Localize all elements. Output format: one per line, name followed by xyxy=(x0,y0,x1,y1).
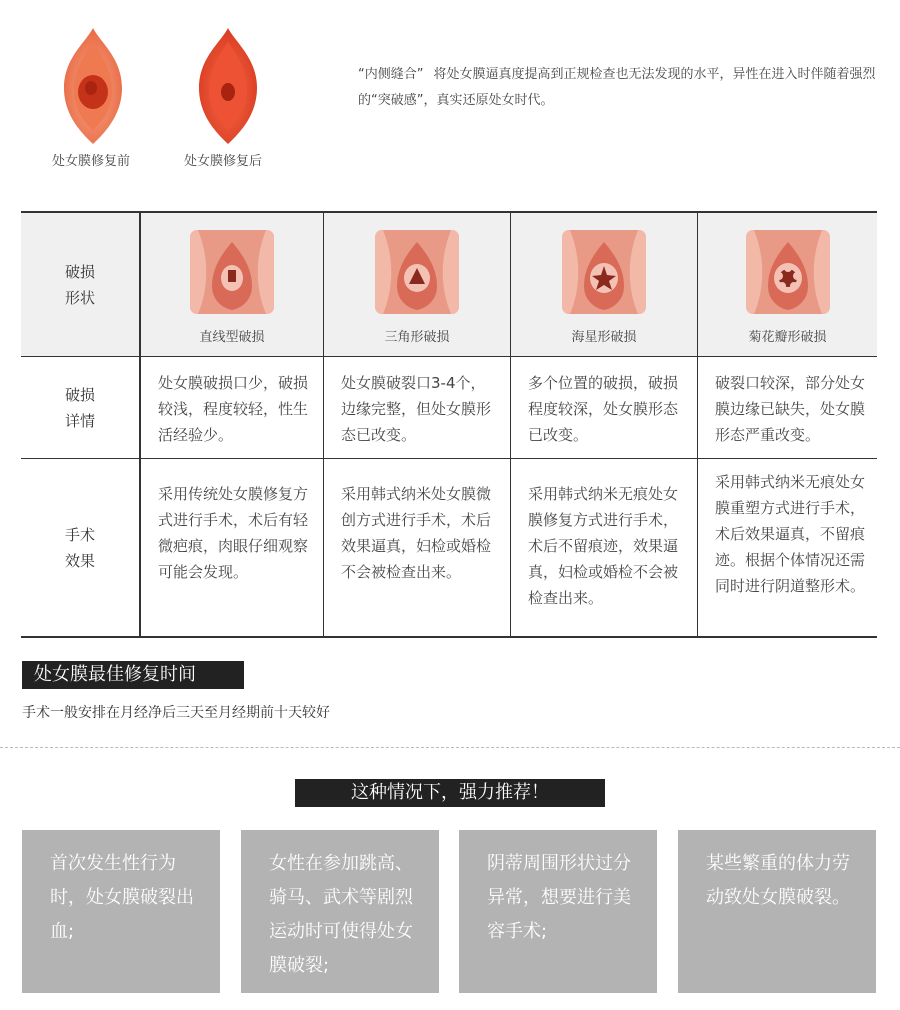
intro-body: 将处女膜逼真度提高到正规检查也无法发现的水平，异性在进入时伴随着强烈的“突破感”，真实还原处女时代。 xyxy=(358,67,876,108)
type-label-linear: 直线型破损 xyxy=(199,330,265,345)
effect-cell-starfish: 采用韩式纳米无痕处女膜修复方式进行手术，术后不留痕迹，效果逼真，妇检或婚检不会被检查出来。 xyxy=(510,459,697,636)
row-header-shape: 破损 形状 xyxy=(64,262,95,307)
before-label: 处女膜修复前 xyxy=(52,154,131,169)
hymen-before-illustration xyxy=(58,26,128,146)
starfish-tear-icon xyxy=(562,230,646,314)
best-time-title: 处女膜最佳修复时间 xyxy=(22,661,244,689)
table-row-effect xyxy=(21,459,877,636)
type-label-petal: 菊花瓣形破损 xyxy=(748,330,827,345)
triangle-tear-icon xyxy=(375,230,459,314)
effect-cell-linear: 采用传统处女膜修复方式进行手术，术后有轻微疤痕，肉眼仔细观察可能会发现。 xyxy=(139,459,323,636)
table-row-detail xyxy=(21,357,877,459)
effect-cell-triangle: 采用韩式纳米处女膜微创方式进行手术，术后效果逼真，妇检或婚检不会被检查出来。 xyxy=(323,459,510,636)
shape-cell-starfish xyxy=(510,213,697,356)
shape-cell-triangle xyxy=(323,213,510,356)
recommend-card: 某些繁重的体力劳动致处女膜破裂。 xyxy=(678,830,876,993)
detail-cell-petal: 破裂口较深，部分处女膜边缘已缺失，处女膜形态严重改变。 xyxy=(697,357,877,458)
petal-tear-icon xyxy=(746,230,830,314)
detail-cell-triangle: 处女膜破裂口3-4个，边缘完整，但处女膜形态已改变。 xyxy=(323,357,510,458)
effect-cell-petal: 采用韩式纳米无痕处女膜重塑方式进行手术，术后效果逼真，不留痕迹。根据个体情况还需同时进行阴道整形术。 xyxy=(697,459,877,636)
intro-quote: “内侧缝合” xyxy=(358,67,424,82)
intro-text xyxy=(358,62,878,114)
type-label-starfish: 海星形破损 xyxy=(571,330,637,345)
shape-cell-petal xyxy=(697,213,877,356)
hymen-after-illustration xyxy=(193,26,263,146)
shape-cell-linear xyxy=(139,213,323,356)
recommend-card: 阴蒂周围形状过分异常，想要进行美容手术; xyxy=(459,830,657,993)
recommend-card: 女性在参加跳高、骑马、武术等剧烈运动时可使得处女膜破裂; xyxy=(241,830,439,993)
table-row-shape xyxy=(21,213,877,357)
detail-cell-linear: 处女膜破损口少，破损较浅，程度较轻，性生活经验少。 xyxy=(139,357,323,458)
recommend-title: 这种情况下，强力推荐！ xyxy=(295,779,605,807)
recommend-card: 首次发生性行为时，处女膜破裂出血; xyxy=(22,830,220,993)
after-label: 处女膜修复后 xyxy=(184,154,263,169)
linear-tear-icon xyxy=(190,230,274,314)
best-time-text: 手术一般安排在月经净后三天至月经期前十天较好 xyxy=(22,705,330,721)
type-label-triangle: 三角形破损 xyxy=(384,330,450,345)
dashed-divider xyxy=(0,747,900,748)
row-header-effect: 手术 效果 xyxy=(64,525,95,570)
row-header-detail: 破损 详情 xyxy=(64,385,95,430)
damage-type-table xyxy=(21,211,877,638)
detail-cell-starfish: 多个位置的破损，破损程度较深，处女膜形态已改变。 xyxy=(510,357,697,458)
